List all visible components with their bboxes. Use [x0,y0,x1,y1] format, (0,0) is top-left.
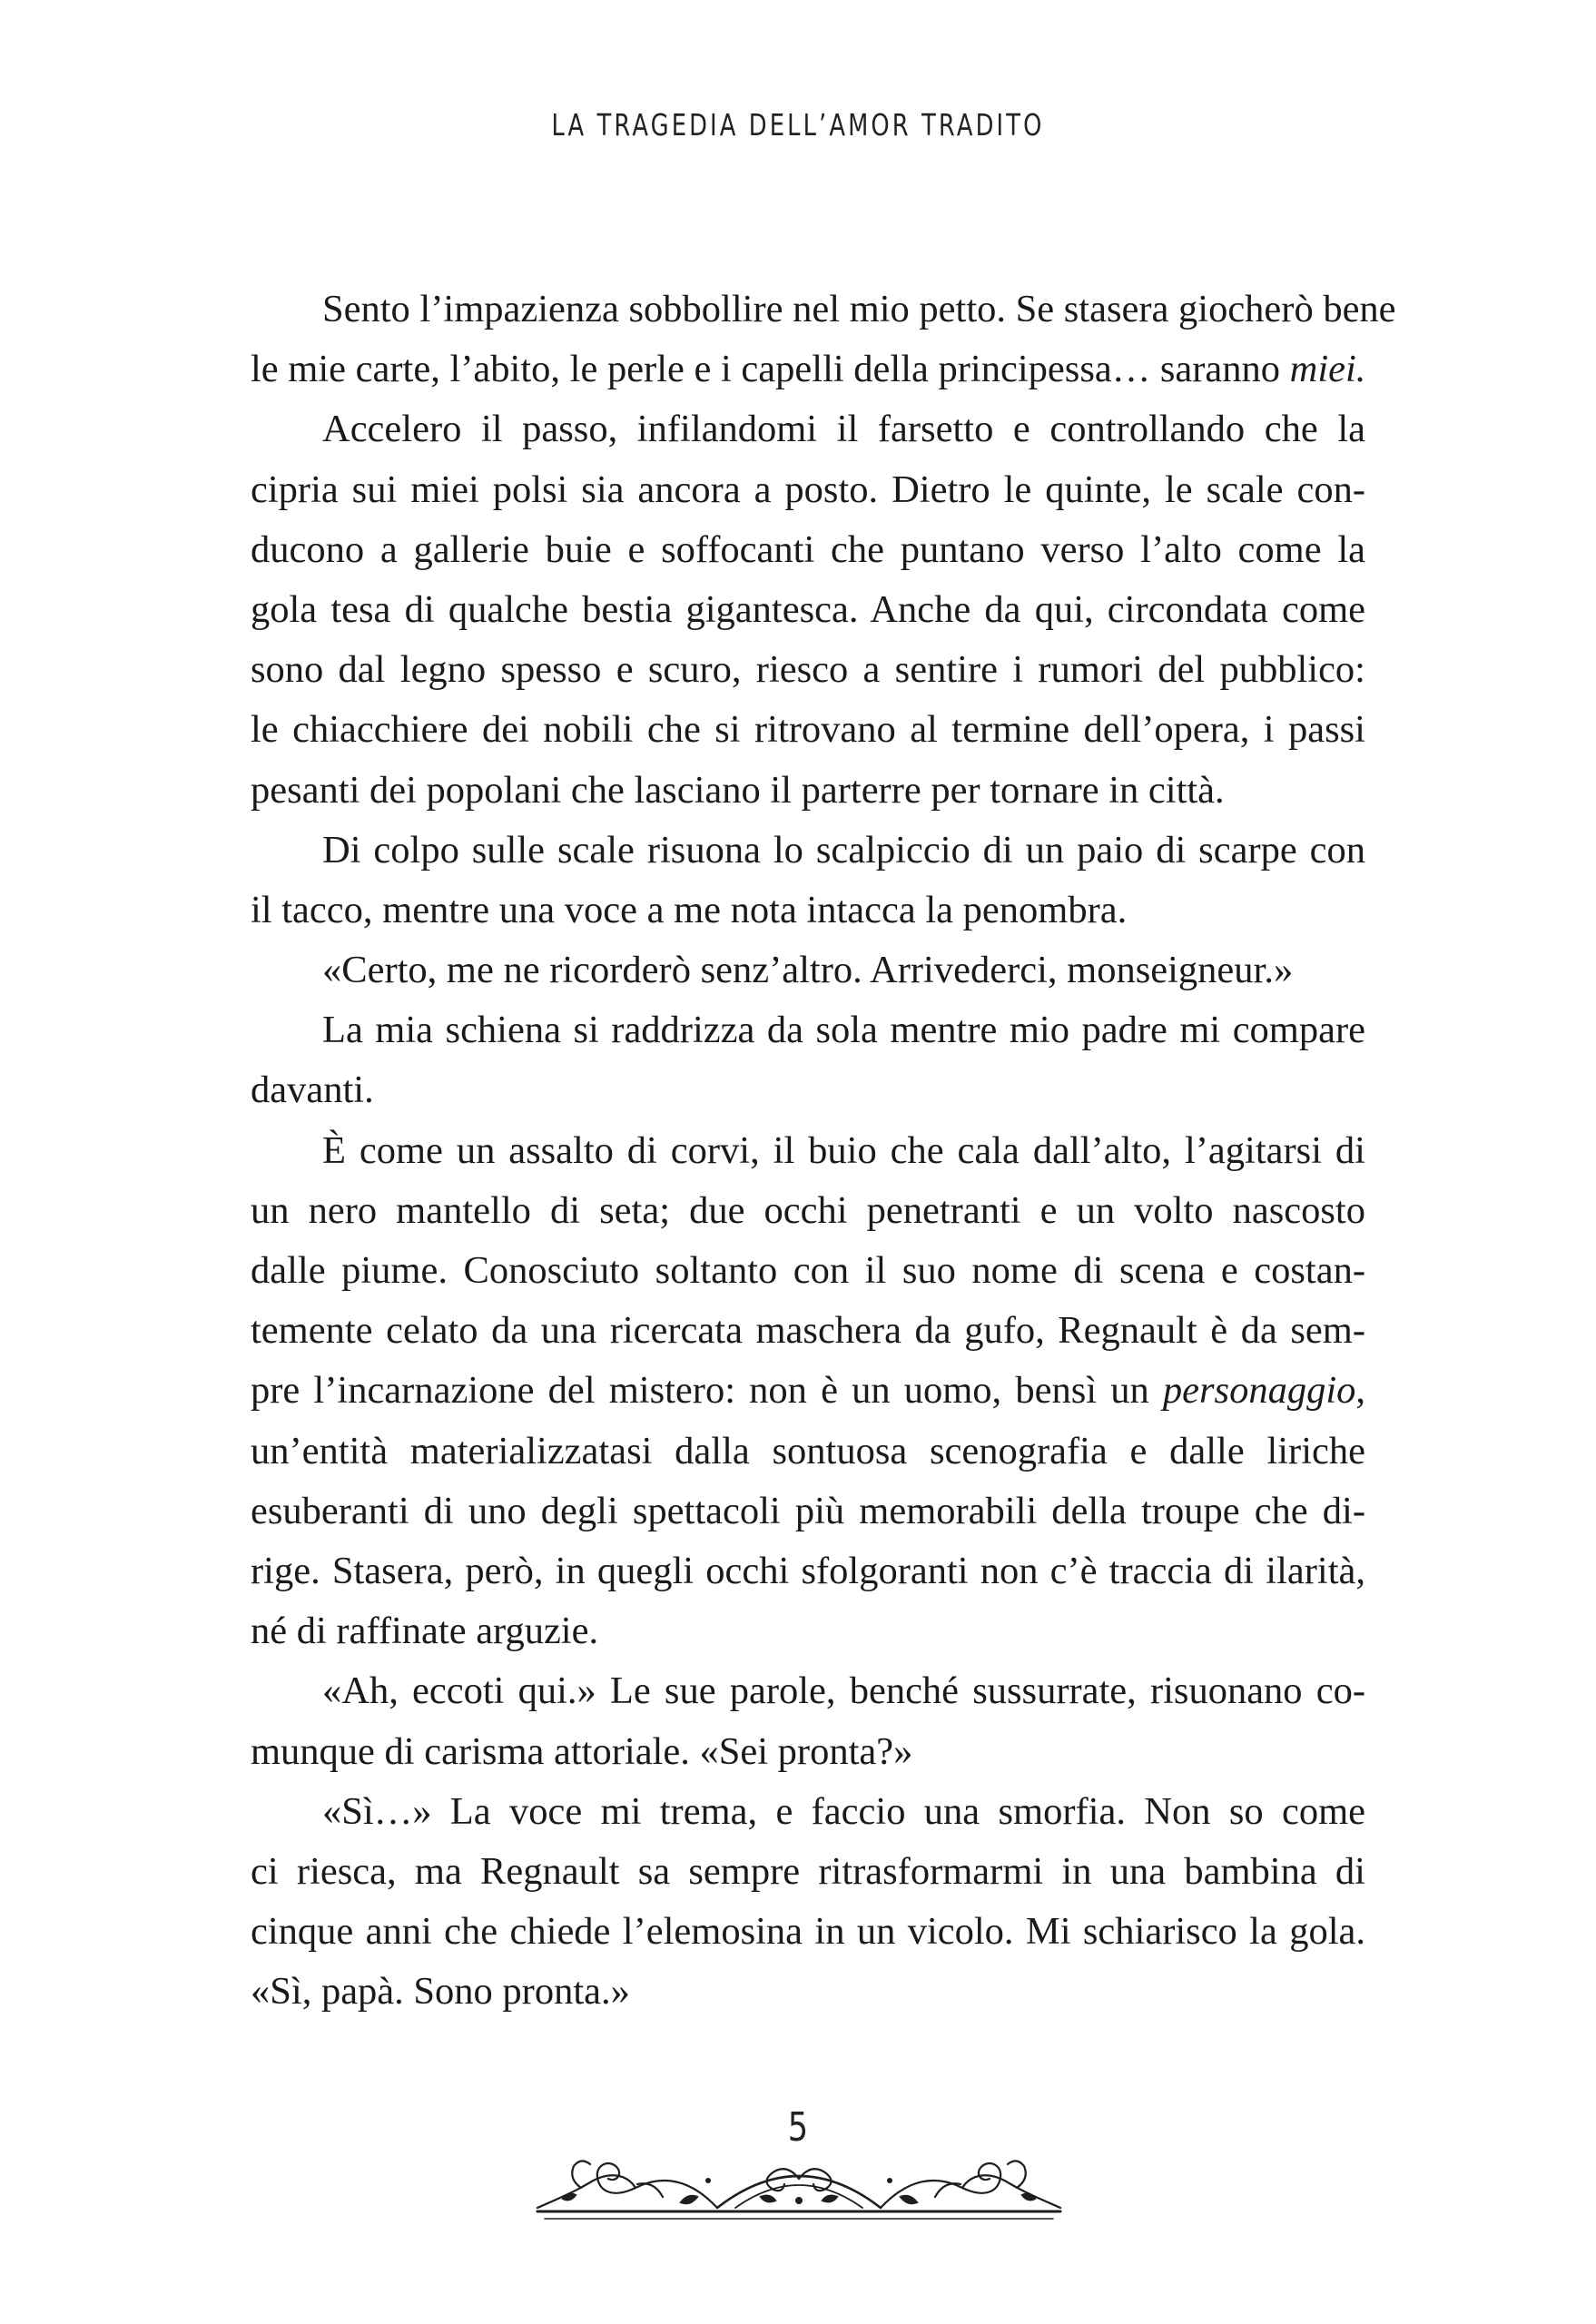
italic-word: personaggio [1162,1369,1356,1413]
text-line [251,1000,1365,1060]
text-line [251,1060,1365,1120]
text-line-content: «Ah, eccoti qui.» Le sue parole, benché sussurrate, risuonano co- [322,1669,1365,1713]
text-line [251,1601,1365,1661]
text-line-content: un’entità materializzatasi dalla sontuosa scenografia e dalle liriche [251,1429,1365,1472]
text-line [251,700,1365,760]
text-line-content: munque di carisma attoriale. «Sei pronta?» [251,1729,913,1773]
text-line [251,520,1365,580]
text-line-content: davanti. [251,1068,374,1112]
text-line-content: dalle piume. Conosciuto soltanto con il suo nome di scena e costan- [251,1249,1365,1292]
text-line-content: «Sì…» La voce mi trema, e faccio una smorfia. Non so come [322,1789,1365,1833]
text-line [251,1301,1365,1361]
text-line-content: sono dal legno spesso e scuro, riesco a sentire i rumori del pubblico: [251,648,1365,692]
italic-word: miei. [1289,348,1366,391]
text-line [251,940,1365,1000]
text-line-content: «Certo, me ne ricorderò senz’altro. Arrivederci, monseigneur.» [322,949,1294,992]
text-line-content: cipria sui miei polsi sia ancora a posto. Dietro le quinte, le scale con- [251,468,1365,511]
text-line [251,1482,1365,1541]
text-line-content: ci riesca, ma Regnault sa sempre ritrasformarmi in una bambina di [251,1849,1365,1893]
punctuation: , [1355,1369,1365,1413]
text-line [251,1361,1365,1421]
text-line [251,340,1365,399]
text-line [251,1241,1365,1301]
text-line-content: le mie carte, l’abito, le perle e i capelli della principessa… saranno [251,348,1290,391]
text-line-content: esuberanti di uno degli spettacoli più memorabili della troupe che di- [251,1489,1365,1532]
text-line-content: cinque anni che chiede l’elemosina in un vicolo. Mi schiarisco la gola. [251,1910,1365,1954]
text-line-content: La mia schiena si raddrizza da sola mentre mio padre mi compare [322,1009,1365,1052]
text-line-content: rige. Stasera, però, in quegli occhi sfolgoranti non c’è traccia di ilarità, [251,1549,1365,1592]
page-number: 5 [787,2104,809,2151]
text-line-content: pre l’incarnazione del mistero: non è un uomo, bensì un [251,1369,1163,1413]
text-line [251,1121,1365,1181]
text-line [251,1962,1365,2022]
text-line [251,761,1365,821]
text-line [251,821,1365,881]
text-line [251,1902,1365,1962]
text-line [251,399,1365,459]
text-line-content: Di colpo sulle scale risuona lo scalpiccio di un paio di scarpe con [322,828,1365,872]
text-line-content: temente celato da una ricercata maschera da gufo, Regnault è da sem- [251,1309,1365,1353]
text-line-content: gola tesa di qualche bestia gigantesca. Anche da qui, circondata come [251,587,1365,631]
text-line-content: un nero mantello di seta; due occhi penetranti e un volto nascosto [251,1188,1365,1232]
text-line [251,580,1365,640]
text-line [251,881,1365,940]
text-line [251,1181,1365,1241]
running-title: LA TRAGEDIA DELL’AMOR TRADITO [551,107,1045,143]
text-line-content: ducono a gallerie buie e soffocanti che puntano verso l’alto come la [251,527,1365,571]
text-line [251,640,1365,700]
text-line [251,1782,1365,1842]
body-text [251,280,1396,2022]
text-line-content: Accelero il passo, infilandomi il farsetto e controllando che la [322,408,1365,451]
text-line [251,1842,1365,1902]
text-line [251,280,1396,340]
text-line-content: il tacco, mentre una voce a me nota intacca la penombra. [251,888,1128,931]
text-line-content: le chiacchiere dei nobili che si ritrovano al termine dell’opera, i passi [251,708,1365,752]
text-line-content: È come un assalto di corvi, il buio che cala dall’alto, l’agitarsi di [322,1128,1365,1172]
text-line-content: «Sì, papà. Sono pronta.» [251,1970,630,2014]
text-line [251,1541,1365,1601]
text-line-content: né di raffinate arguzie. [251,1610,599,1653]
flourish-ornament-icon [527,2124,1071,2233]
text-line [251,1722,1365,1782]
text-line-content: Sento l’impazienza sobbollire nel mio petto. Se stasera giocherò bene [322,288,1396,330]
text-line [251,1661,1365,1721]
text-line-content: pesanti dei popolani che lasciano il parterre per tornare in città. [251,768,1225,812]
text-line [251,1422,1365,1482]
text-line [251,460,1365,520]
